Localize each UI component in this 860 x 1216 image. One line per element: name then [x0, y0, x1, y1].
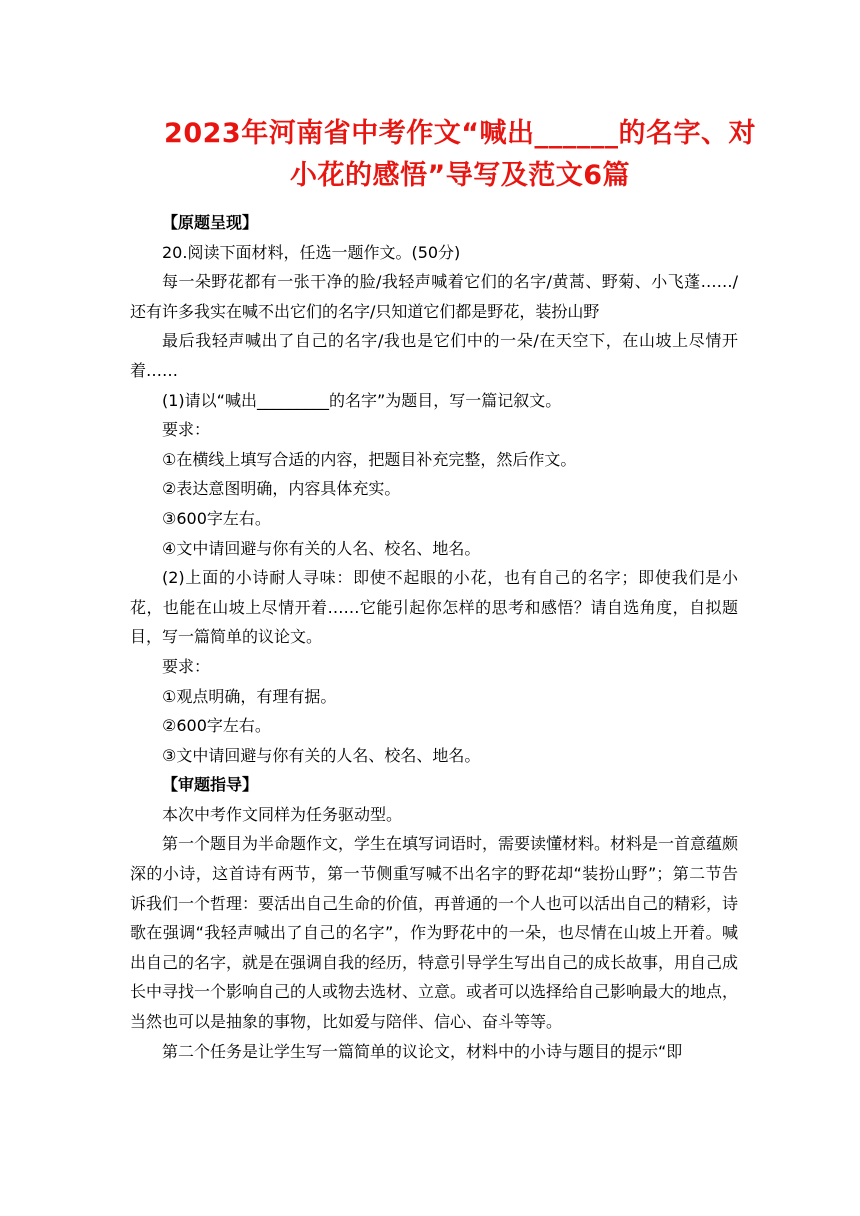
paragraph: (2)上面的小诗耐人寻味：即使不起眼的小花，也有自己的名字；即使我们是小花，也能在山坡上尽情开着……它能引起你怎样的思考和感悟？请自选角度，自拟题目，写一篇简单的议论文。 — [130, 568, 738, 647]
paragraph: (1)请以“喊出_________的名字”为题目，写一篇记叙文。 — [162, 390, 562, 410]
paragraph: ③文中请回避与你有关的人名、校名、地名。 — [162, 745, 481, 765]
paragraph: ③600字左右。 — [162, 508, 271, 528]
paragraph: 本次中考作文同样为任务驱动型。 — [162, 804, 403, 824]
document-title-line-1: 2023年河南省中考作文“喊出______的名字、对 — [164, 118, 756, 149]
paragraph: ①观点明确，有理有据。 — [162, 686, 337, 706]
document-title-line-2: 小花的感悟”导写及范文6篇 — [289, 160, 631, 191]
paragraph: 第二个任务是让学生写一篇简单的议论文，材料中的小诗与题目的提示“即 — [162, 1041, 683, 1061]
document-body — [130, 208, 738, 1066]
paragraph: 要求： — [162, 656, 211, 676]
paragraph: 每一朵野花都有一张干净的脸/我轻声喊着它们的名字/黄蒿、野菊、小飞蓬……/还有许多我实在喊不出它们的名字/只知道它们都是野花，装扮山野 — [130, 272, 738, 321]
paragraph: 最后我轻声喊出了自己的名字/我也是它们中的一朵/在天空下，在山坡上尽情开着…… — [130, 331, 738, 380]
paragraph: ②600字左右。 — [162, 716, 271, 736]
paragraph: ②表达意图明确，内容具体充实。 — [162, 479, 401, 499]
paragraph: ①在横线上填写合适的内容，把题目补充完整，然后作文。 — [162, 449, 577, 469]
paragraph: ④文中请回避与你有关的人名、校名、地名。 — [162, 538, 481, 558]
paragraph: 要求： — [162, 420, 211, 440]
section-heading: 【审题指导】 — [162, 775, 259, 795]
paragraph: 第一个题目为半命题作文，学生在填写词语时，需要读懂材料。材料是一首意蕴颇深的小诗，这首诗有两节，第一节侧重写喊不出名字的野花却“装扮山野”；第二节告诉我们一个哲理：要活出自己生命的价值，再普通的一个人也可以活出自己的精彩，诗歌在强调“我轻声喊出了自己的名字”，作为野花中的一朵，也尽情在山坡上开着。喊出自己的名字，就是在强调自我的经历，特意引导学生写出自己的成长故事，用自己成长中寻找一个影响自己的人或物去选材、立意。或者可以选择给自己影响最大的地点，当然也可以是抽象的事物，比如爱与陪伴、信心、奋斗等等。 — [130, 834, 739, 1032]
paragraph: 20.阅读下面材料，任选一题作文。(50分) — [162, 242, 461, 262]
section-heading: 【原题呈现】 — [162, 213, 259, 232]
